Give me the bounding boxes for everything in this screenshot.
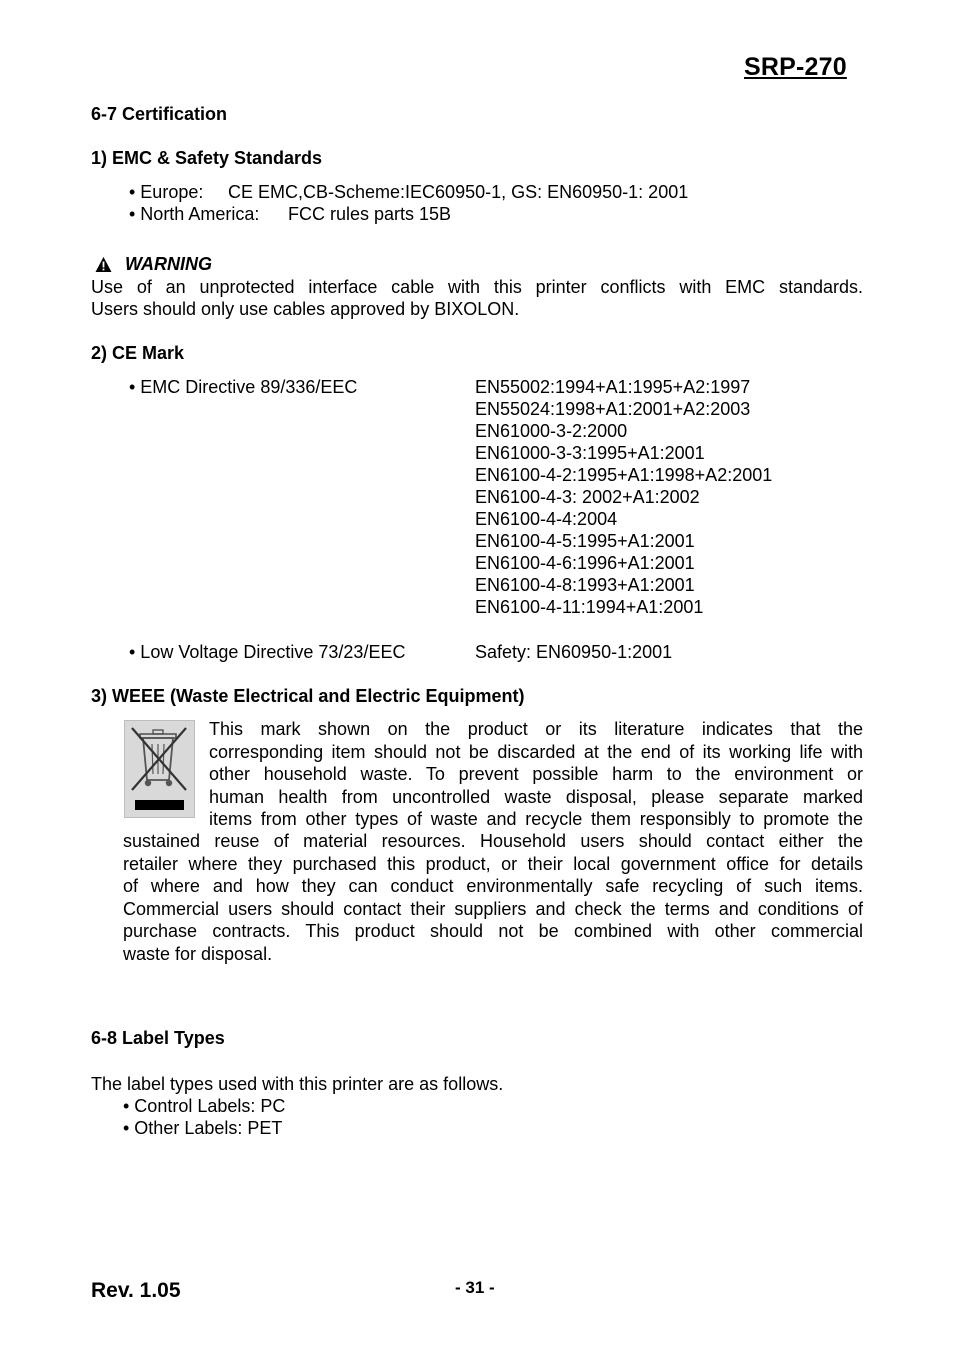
- emc-item-europe-value: CE EMC,CB-Scheme:IEC60950-1, GS: EN60950-1: 2001: [228, 182, 689, 202]
- emc-standard: EN6100-4-3: 2002+A1:2002: [475, 487, 700, 507]
- weee-heading: 3) WEEE (Waste Electrical and Electric Equipment): [91, 686, 525, 706]
- weee-line: human health from uncontrolled waste disposal, please separate marked: [209, 786, 863, 807]
- emc-standards-list: [475, 376, 772, 618]
- warning-title: WARNING: [125, 254, 212, 274]
- warning-triangle-icon: [95, 256, 112, 273]
- emc-standard: EN61000-3-2:2000: [475, 421, 628, 441]
- weee-crossed-bin-icon: [124, 720, 195, 818]
- weee-line: corresponding item should not be discarded at the end of its working life with: [209, 741, 863, 762]
- emc-safety-heading: 1) EMC & Safety Standards: [91, 148, 323, 168]
- label-type-item: • Other Labels: PET: [123, 1118, 283, 1138]
- emc-standard: EN61000-3-3:1995+A1:2001: [475, 443, 705, 463]
- emc-standard: EN55002:1994+A1:1995+A2:1997: [475, 377, 751, 397]
- product-title: SRP-270: [744, 53, 847, 81]
- weee-line: of where and how they can conduct environmentally safe recycling of such items.: [123, 876, 863, 896]
- emc-directive-label: • EMC Directive 89/336/EEC: [129, 377, 358, 397]
- weee-line: purchase contracts. This product should not be combined with other commercial: [123, 921, 863, 941]
- low-voltage-standard: Safety: EN60950-1:2001: [475, 642, 673, 662]
- low-voltage-directive-label: • Low Voltage Directive 73/23/EEC: [129, 642, 406, 662]
- emc-standard: EN6100-4-2:1995+A1:1998+A2:2001: [475, 465, 773, 485]
- emc-item-north-america-value: FCC rules parts 15B: [288, 204, 452, 224]
- ce-mark-heading: 2) CE Mark: [91, 343, 185, 363]
- weee-line: other household waste. To prevent possible harm to the environment or: [209, 764, 863, 784]
- emc-item-north-america-label: • North America:: [129, 204, 260, 224]
- section-title-label-types: 6-8 Label Types: [91, 1028, 225, 1048]
- revision-label: Rev. 1.05: [91, 1279, 181, 1302]
- weee-text-wrap: [209, 718, 863, 831]
- section-title-certification: 6-7 Certification: [91, 104, 228, 124]
- weee-line: Commercial users should contact their suppliers and check the terms and conditions of: [123, 898, 863, 919]
- weee-line: items from other types of waste and recycle them responsibly to promote the: [209, 809, 863, 829]
- weee-line: waste for disposal.: [123, 943, 273, 964]
- emc-standard: EN55024:1998+A1:2001+A2:2003: [475, 399, 751, 419]
- emc-standard: EN6100-4-11:1994+A1:2001: [475, 597, 704, 617]
- weee-line: retailer where they purchased this product, or their local government office for details: [123, 853, 863, 874]
- label-type-item: • Control Labels: PC: [123, 1096, 286, 1116]
- weee-line: sustained reuse of material resources. Household users should contact either the: [123, 831, 863, 851]
- weee-text-full: [123, 830, 863, 965]
- emc-standard: EN6100-4-6:1996+A1:2001: [475, 553, 695, 573]
- emc-standard: EN6100-4-5:1995+A1:2001: [475, 531, 695, 551]
- label-types-intro: The label types used with this printer are as follows.: [91, 1074, 504, 1094]
- weee-line: This mark shown on the product or its literature indicates that the: [209, 719, 863, 739]
- page-number: - 31 -: [455, 1278, 495, 1297]
- emc-standard: EN6100-4-8:1993+A1:2001: [475, 575, 695, 595]
- emc-item-europe-label: • Europe:: [129, 182, 204, 202]
- warning-text-line-1: Use of an unprotected interface cable with this printer conflicts with EMC standards.: [91, 277, 863, 297]
- warning-text-line-2: Users should only use cables approved by BIXOLON.: [91, 299, 520, 319]
- emc-standard: EN6100-4-4:2004: [475, 509, 618, 529]
